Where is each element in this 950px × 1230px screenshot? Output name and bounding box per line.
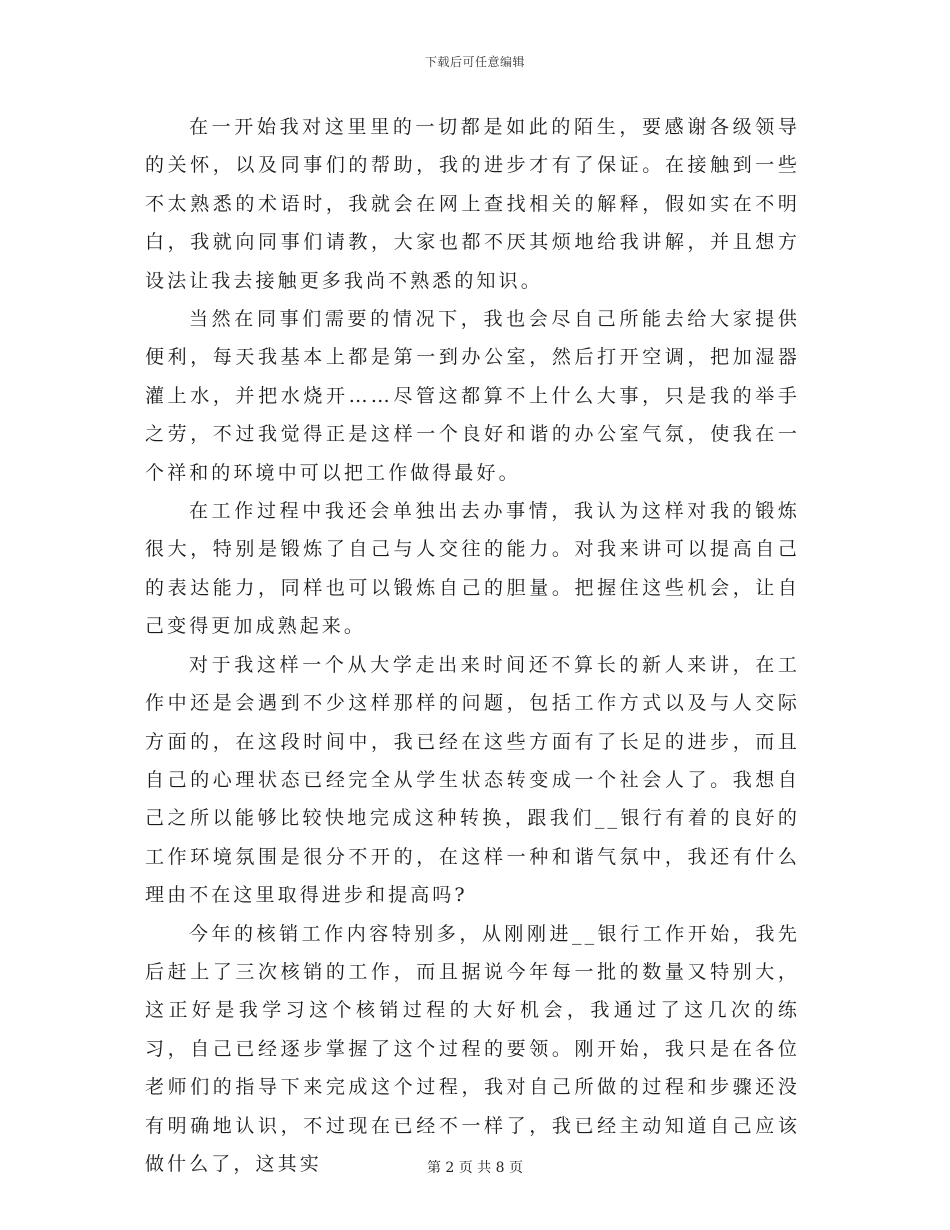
paragraph: 在一开始我对这里里的一切都是如此的陌生，要感谢各级领导的关怀，以及同事们的帮助，我的进步才有了保证。在接触到一些不太熟悉的术语时，我就会在网上查找相关的解释，假如实在不明白，我就向同事们请教，大家也都不厌其烦地给我讲解，并且想方设法让我去接触更多我尚不熟悉的知识。	[145, 116, 800, 292]
page-number: 第 2 页 共 8 页	[426, 1160, 524, 1176]
paragraph: 当然在同事们需要的情况下，我也会尽自己所能去给大家提供便利，每天我基本上都是第一到办公室，然后打开空调，把加湿器灌上水，并把水烧开……尽管这都算不上什么大事，只是我的举手之劳，不过我觉得正是这样一个良好和谐的办公室气氛，使我在一个祥和的环境中可以把工作做得最好。	[145, 308, 800, 484]
page-header: 下载后可任意编辑	[424, 55, 525, 69]
paragraph: 对于我这样一个从大学走出来时间还不算长的新人来讲，在工作中还是会遇到不少这样那样的问题，包括工作方式以及与人交际方面的，在这段时间中，我已经在这些方面有了长足的进步，而且自己的心理状态已经完全从学生状态转变成一个社会人了。我想自己之所以能够比较快地完成这种转换，跟我们__银行有着的良好的工作环境氛围是很分不开的，在这样一种和谐气氛中，我还有什么理由不在这里取得进步和提高吗?	[145, 653, 800, 907]
document-body	[145, 108, 800, 1183]
paragraph: 今年的核销工作内容特别多，从刚刚进__银行工作开始，我先后赶上了三次核销的工作，而且据说今年每一批的数量又特别大，这正好是我学习这个核销过程的大好机会，我通过了这几次的练习，自己已经逐步掌握了这个过程的要领。刚开始，我只是在各位老师们的指导下来完成这个过程，我对自己所做的过程和步骤还没有明确地认识，不过现在已经不一样了，我已经主动知道自己应该做什么了，这其实	[145, 922, 800, 1175]
paragraph: 在工作过程中我还会单独出去办事情，我认为这样对我的锻炼很大，特别是锻炼了自己与人交往的能力。对我来讲可以提高自己的表达能力，同样也可以锻炼自己的胆量。把握住这些机会，让自己变得更加成熟起来。	[145, 500, 800, 638]
